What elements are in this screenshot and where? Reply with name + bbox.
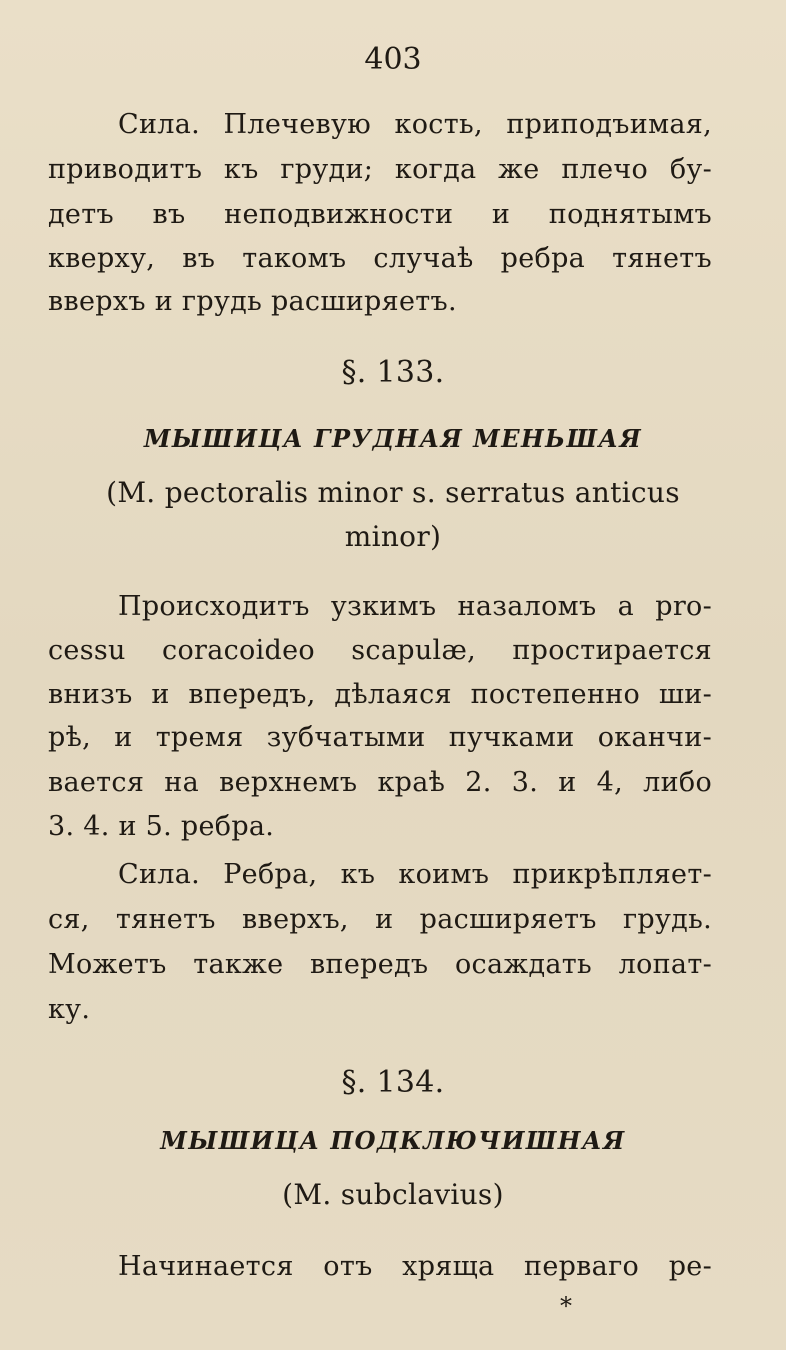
para1-line-4: кверху, въ такомъ случаѣ ребра тянетъ: [48, 243, 712, 274]
section-133-latin-line-1: (M. pectoralis minor s. serratus anticus: [106, 476, 680, 509]
para2-line-2: cessu coracoideo scapulæ, простирается: [48, 635, 712, 666]
para2-line-4: рѣ, и тремя зубчатыми пучками оканчи-: [48, 722, 712, 753]
para1-line-3: детъ въ неподвижности и поднятымъ: [48, 199, 712, 230]
para3-line-2: ся, тянетъ вверхъ, и расширяетъ грудь.: [48, 904, 712, 935]
para3-line-3: Можетъ также впередъ осаждать лопат-: [48, 949, 712, 980]
section-134-number: §. 134.: [341, 1065, 445, 1100]
section-133-number: §. 133.: [341, 355, 445, 390]
page-signature-mark: *: [560, 1292, 572, 1320]
para2-line-1: Происходитъ узкимъ назаломъ a pro-: [118, 591, 712, 622]
section-133-latin-line-2: minor): [344, 520, 442, 553]
para3-line-1: Сила. Ребра, къ коимъ прикрѣпляет-: [118, 859, 712, 890]
para2-line-3: внизъ и впередъ, дѣлаяся постепенно ши-: [48, 679, 712, 710]
para1-line-2: приводитъ къ груди; когда же плечо бу-: [48, 154, 712, 185]
para2-line-5: вается на верхнемъ краѣ 2. 3. и 4, либо: [48, 767, 712, 798]
para1-line-1: Сила. Плечевую кость, приподъимая,: [118, 109, 712, 140]
para2-line-6: 3. 4. и 5. ребра.: [48, 811, 275, 842]
page-number: 403: [364, 42, 422, 77]
section-134-title: МЫШИЦА ПОДКЛЮЧИШНАЯ: [160, 1126, 626, 1155]
section-133-title: МЫШИЦА ГРУДНАЯ МЕНЬШАЯ: [143, 424, 643, 453]
para1-line-5: вверхъ и грудь расширяетъ.: [48, 286, 457, 317]
para3-line-4: ку.: [48, 994, 91, 1025]
para4-line-1: Начинается отъ хряща перваго ре-: [118, 1251, 712, 1282]
section-134-latin: (M. subclavius): [282, 1178, 504, 1211]
